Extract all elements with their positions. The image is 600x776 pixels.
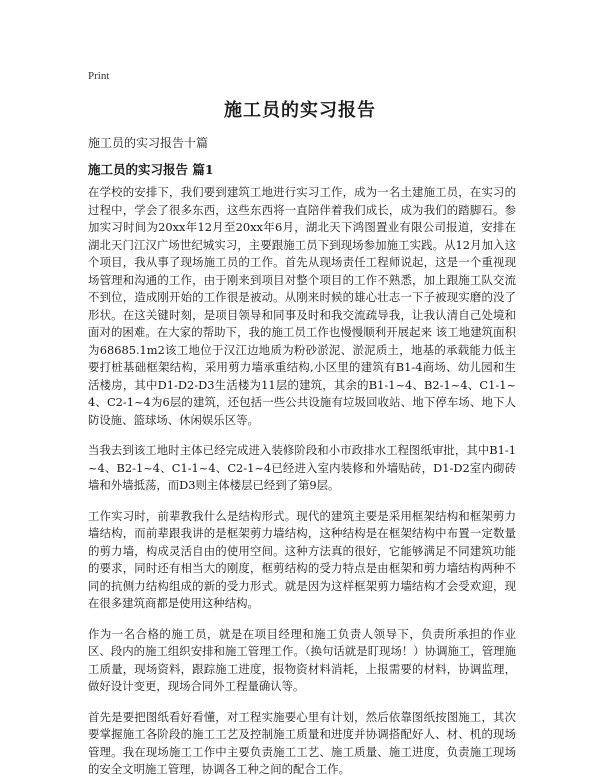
paragraph-3: 工作实习时，前辈教我什么是结构形式。现代的建筑主要是采用框架结构和框架剪力墙结构，而前辈跟我讲的是框架剪力墙结构，这种结构是在框架结构中布置一定数量的剪力墙，构成灵活自由的使用空间。这种方法真的很好，它能够满足不同建筑功能的要求，同时还有相当大的刚度，框剪结构的受力特点是由框架和剪力墙结构两种不同的抗侧力结构组成的新的受力形式。就是因为这样框架剪力墙结构才会受欢迎，现在很多建筑商都是使用这种结构。 <box>88 508 516 610</box>
page-title: 施工员的实习报告 <box>224 100 376 121</box>
paragraph-1: 在学校的安排下，我们要到建筑工地进行实习工作，成为一名土建施工员，在实习的过程中，学会了很多东西，这些东西将一直陪伴着我们成长，成为我们的踏脚石。参加实习时间为20xx年12月至20xx年6月，湖北天下鸿图置业有限公司报道，安排在湖北天门江汉广场世纪城实习，主要跟施工员下到现场参加施工实践。从12月加入这个项目，我从事了现场施工员的工作。首先从现场责任工程师说起，这是一个重视现场管理和沟通的工作，由于刚来到项目对整个项目的工作不熟悉，加上跟施工队交流不到位，造成刚开始的工作很是被动。从刚来时候的雄心壮志一下子被现实磨的没了形状。在这关键时刻，是项目领导和同事及时和我交流疏导我，让我认清自己处境和面对的困难。在大家的帮助下，我的施工员工作也慢慢顺利开展起来 该工地建筑面积为68685.1m2该工地位于汉江边地质为粉砂淤泥、淤泥质土，地基的承载能力低主要打桩基础框架结构，采用剪力墙承重结构,小区里的建筑有B1-4商场、幼儿园和生活楼房，其中D1-D2-D3生活楼为11层的建筑，其余的B1-1~4、B2-1~4、C1-1~4、C2-1~4为6层的建筑，还包括一些公共设施有垃圾回收站、地下停车场、地下人防设施、篮球场、休闲娱乐区等。 <box>88 185 516 427</box>
paragraph-2: 当我去到该工地时主体已经完成进入装修阶段和小市政排水工程图纸审批，其中B1-1~4、B2-1~4、C1-1~4、C2-1~4已经进入室内装修和外墙贴砖，D1-D2室内砌砖墙和外墙抵荡，而D3则主体楼层已经到了第9层。 <box>88 443 516 492</box>
document-subtitle: 施工员的实习报告十篇 <box>88 136 209 150</box>
paragraph-5: 首先是要把图纸看好看懂，对工程实施要心里有计划，然后依靠图纸按图施工，其次要掌握施工各阶段的施工工艺及控制施工质量和进度并协调搭配好人、材、机的现场管理。我在现场施工工作中主要负责施工工艺、施工质量、施工进度，负责施工现场的安全文明施工管理，协调各工种之间的配合工作。 <box>88 709 516 776</box>
print-label: Print <box>88 70 110 82</box>
document-body <box>88 184 516 776</box>
section-heading: 施工员的实习报告 篇1 <box>88 162 214 177</box>
paragraph-4: 作为一名合格的施工员，就是在项目经理和施工负责人领导下，负责所承担的作业区、段内的施工组织安排和施工管理工作。（换句话就是盯现场！）协调施工，管理施工质量，现场资料，跟踪施工进度，报物资材料消耗，上报需要的材料，协调监理，做好设计变更，现场合同外工程量确认等。 <box>88 626 516 693</box>
